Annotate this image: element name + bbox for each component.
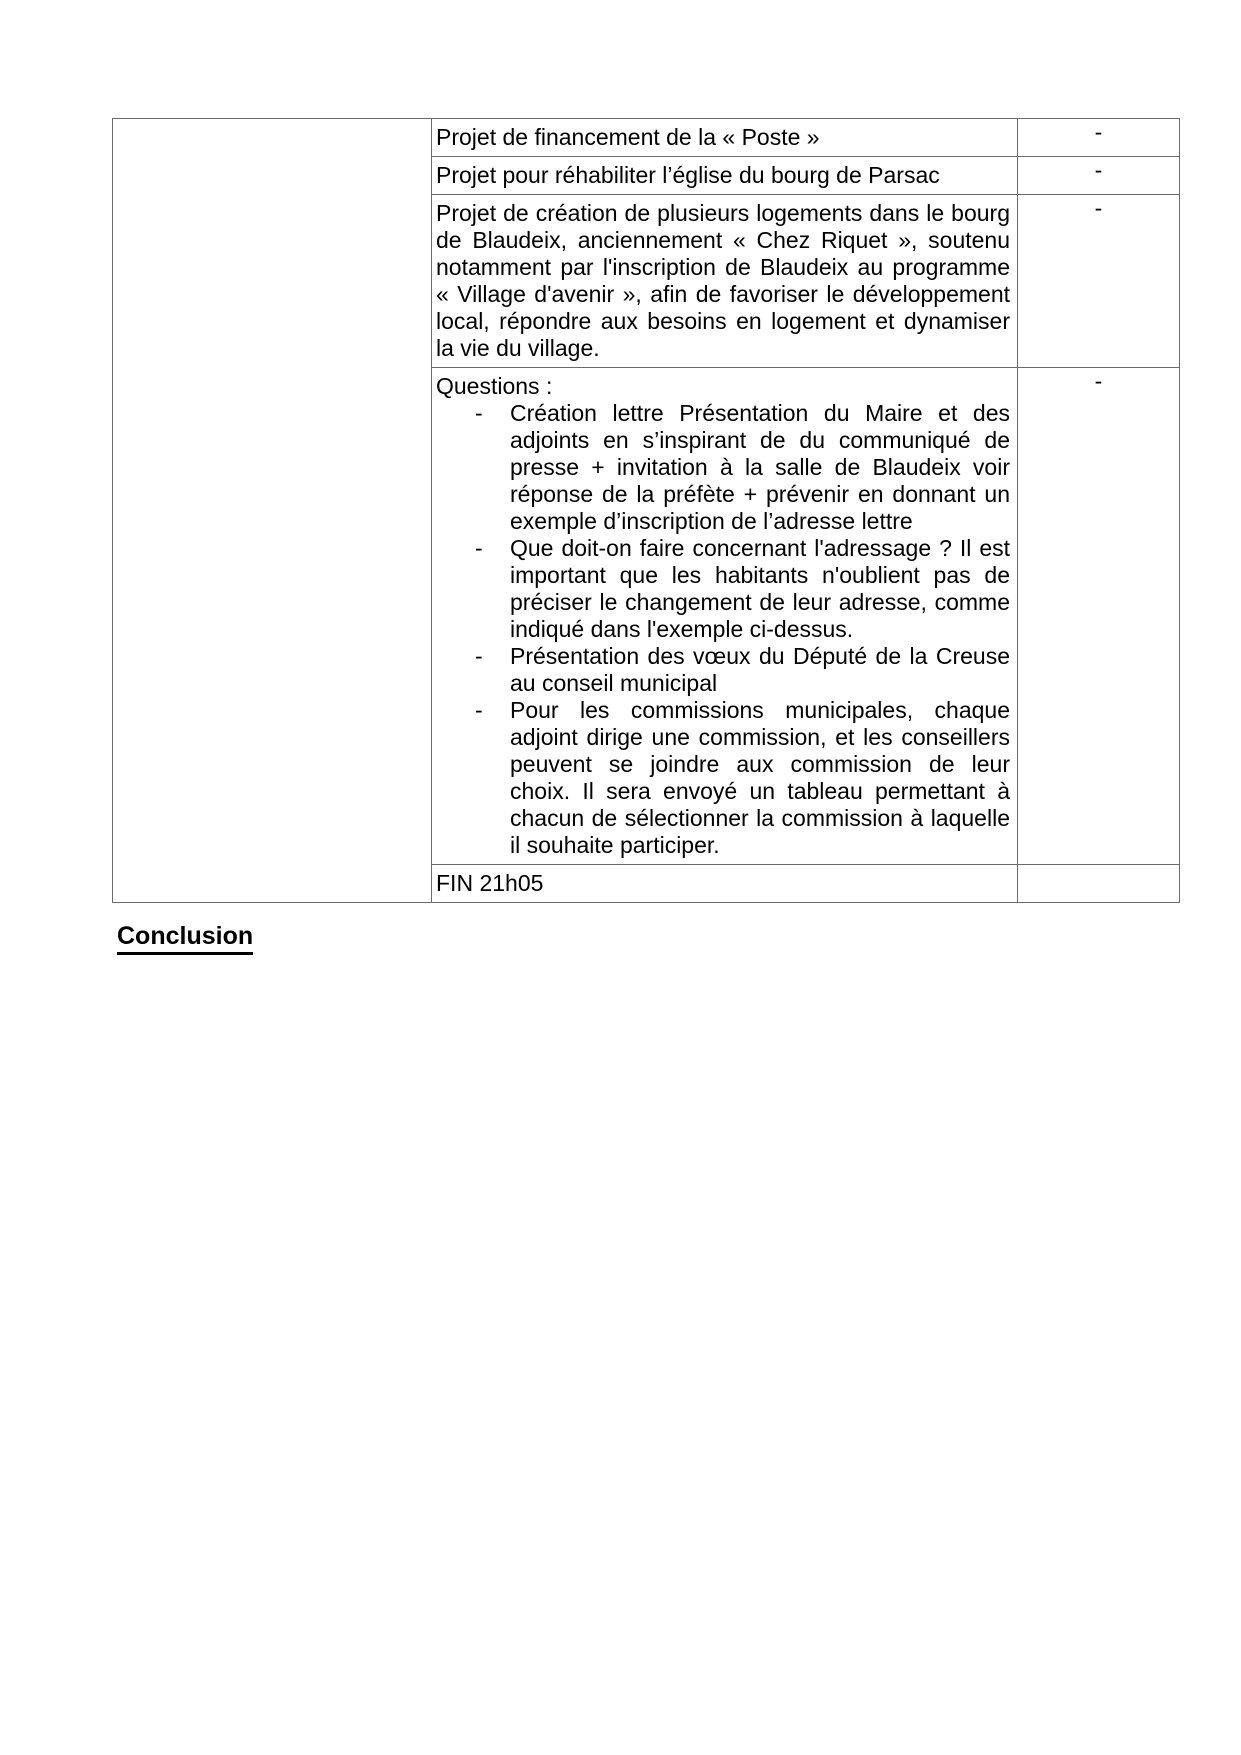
list-item <box>436 697 1010 859</box>
row-value-fin <box>1018 865 1180 903</box>
row-value-eglise-parsac: - <box>1018 157 1180 195</box>
table-row <box>113 119 1180 157</box>
list-item-text: Création lettre Présentation du Maire et des adjoints en s’inspirant de du communiqué de presse + invitation à la salle de Blaudeix voir réponse de la préfète + prévenir en donnant un exemple d’inscription de l’adresse lettre <box>510 400 1010 534</box>
dash-bullet: - <box>475 535 483 561</box>
row-text-fin: FIN 21h05 <box>432 865 1018 903</box>
list-item <box>436 400 1010 535</box>
conclusion-heading: Conclusion <box>117 922 253 955</box>
dash-bullet: - <box>475 400 483 426</box>
list-item-text: Que doit-on faire concernant l'adressage ? Il est important que les habitants n'oublient pas de préciser le changement de leur adresse, comme indiqué dans l'exemple ci-dessus. <box>510 535 1010 642</box>
row-text-logements-blaudeix: Projet de création de plusieurs logements dans le bourg de Blaudeix, anciennement « Chez Riquet », soutenu notamment par l'inscription de Blaudeix au programme « Village d'avenir », afin de favoriser le développement local, répondre aux besoins en logement et dynamiser la vie du village. <box>432 195 1018 368</box>
dash-bullet: - <box>475 643 483 669</box>
row-text-poste: Projet de financement de la « Poste » <box>432 119 1018 157</box>
row-text-eglise-parsac: Projet pour réhabiliter l’église du bourg de Parsac <box>432 157 1018 195</box>
list-item <box>436 643 1010 697</box>
row-value-poste: - <box>1018 119 1180 157</box>
list-item-text: Pour les commissions municipales, chaque adjoint dirige une commission, et les conseillers peuvent se joindre aux commission de leur choix. Il sera envoyé un tableau permettant à chacun de sélectionner la commission à laquelle il souhaite participer. <box>510 697 1010 858</box>
left-empty-cell <box>113 119 432 903</box>
questions-intro: Questions : <box>436 373 553 399</box>
dash-bullet: - <box>475 697 483 723</box>
row-value-questions: - <box>1018 368 1180 865</box>
meeting-notes-table <box>112 118 1180 903</box>
row-value-logements-blaudeix: - <box>1018 195 1180 368</box>
list-item <box>436 535 1010 643</box>
list-item-text: Présentation des vœux du Député de la Creuse au conseil municipal <box>510 643 1010 696</box>
row-text-questions <box>432 368 1018 865</box>
